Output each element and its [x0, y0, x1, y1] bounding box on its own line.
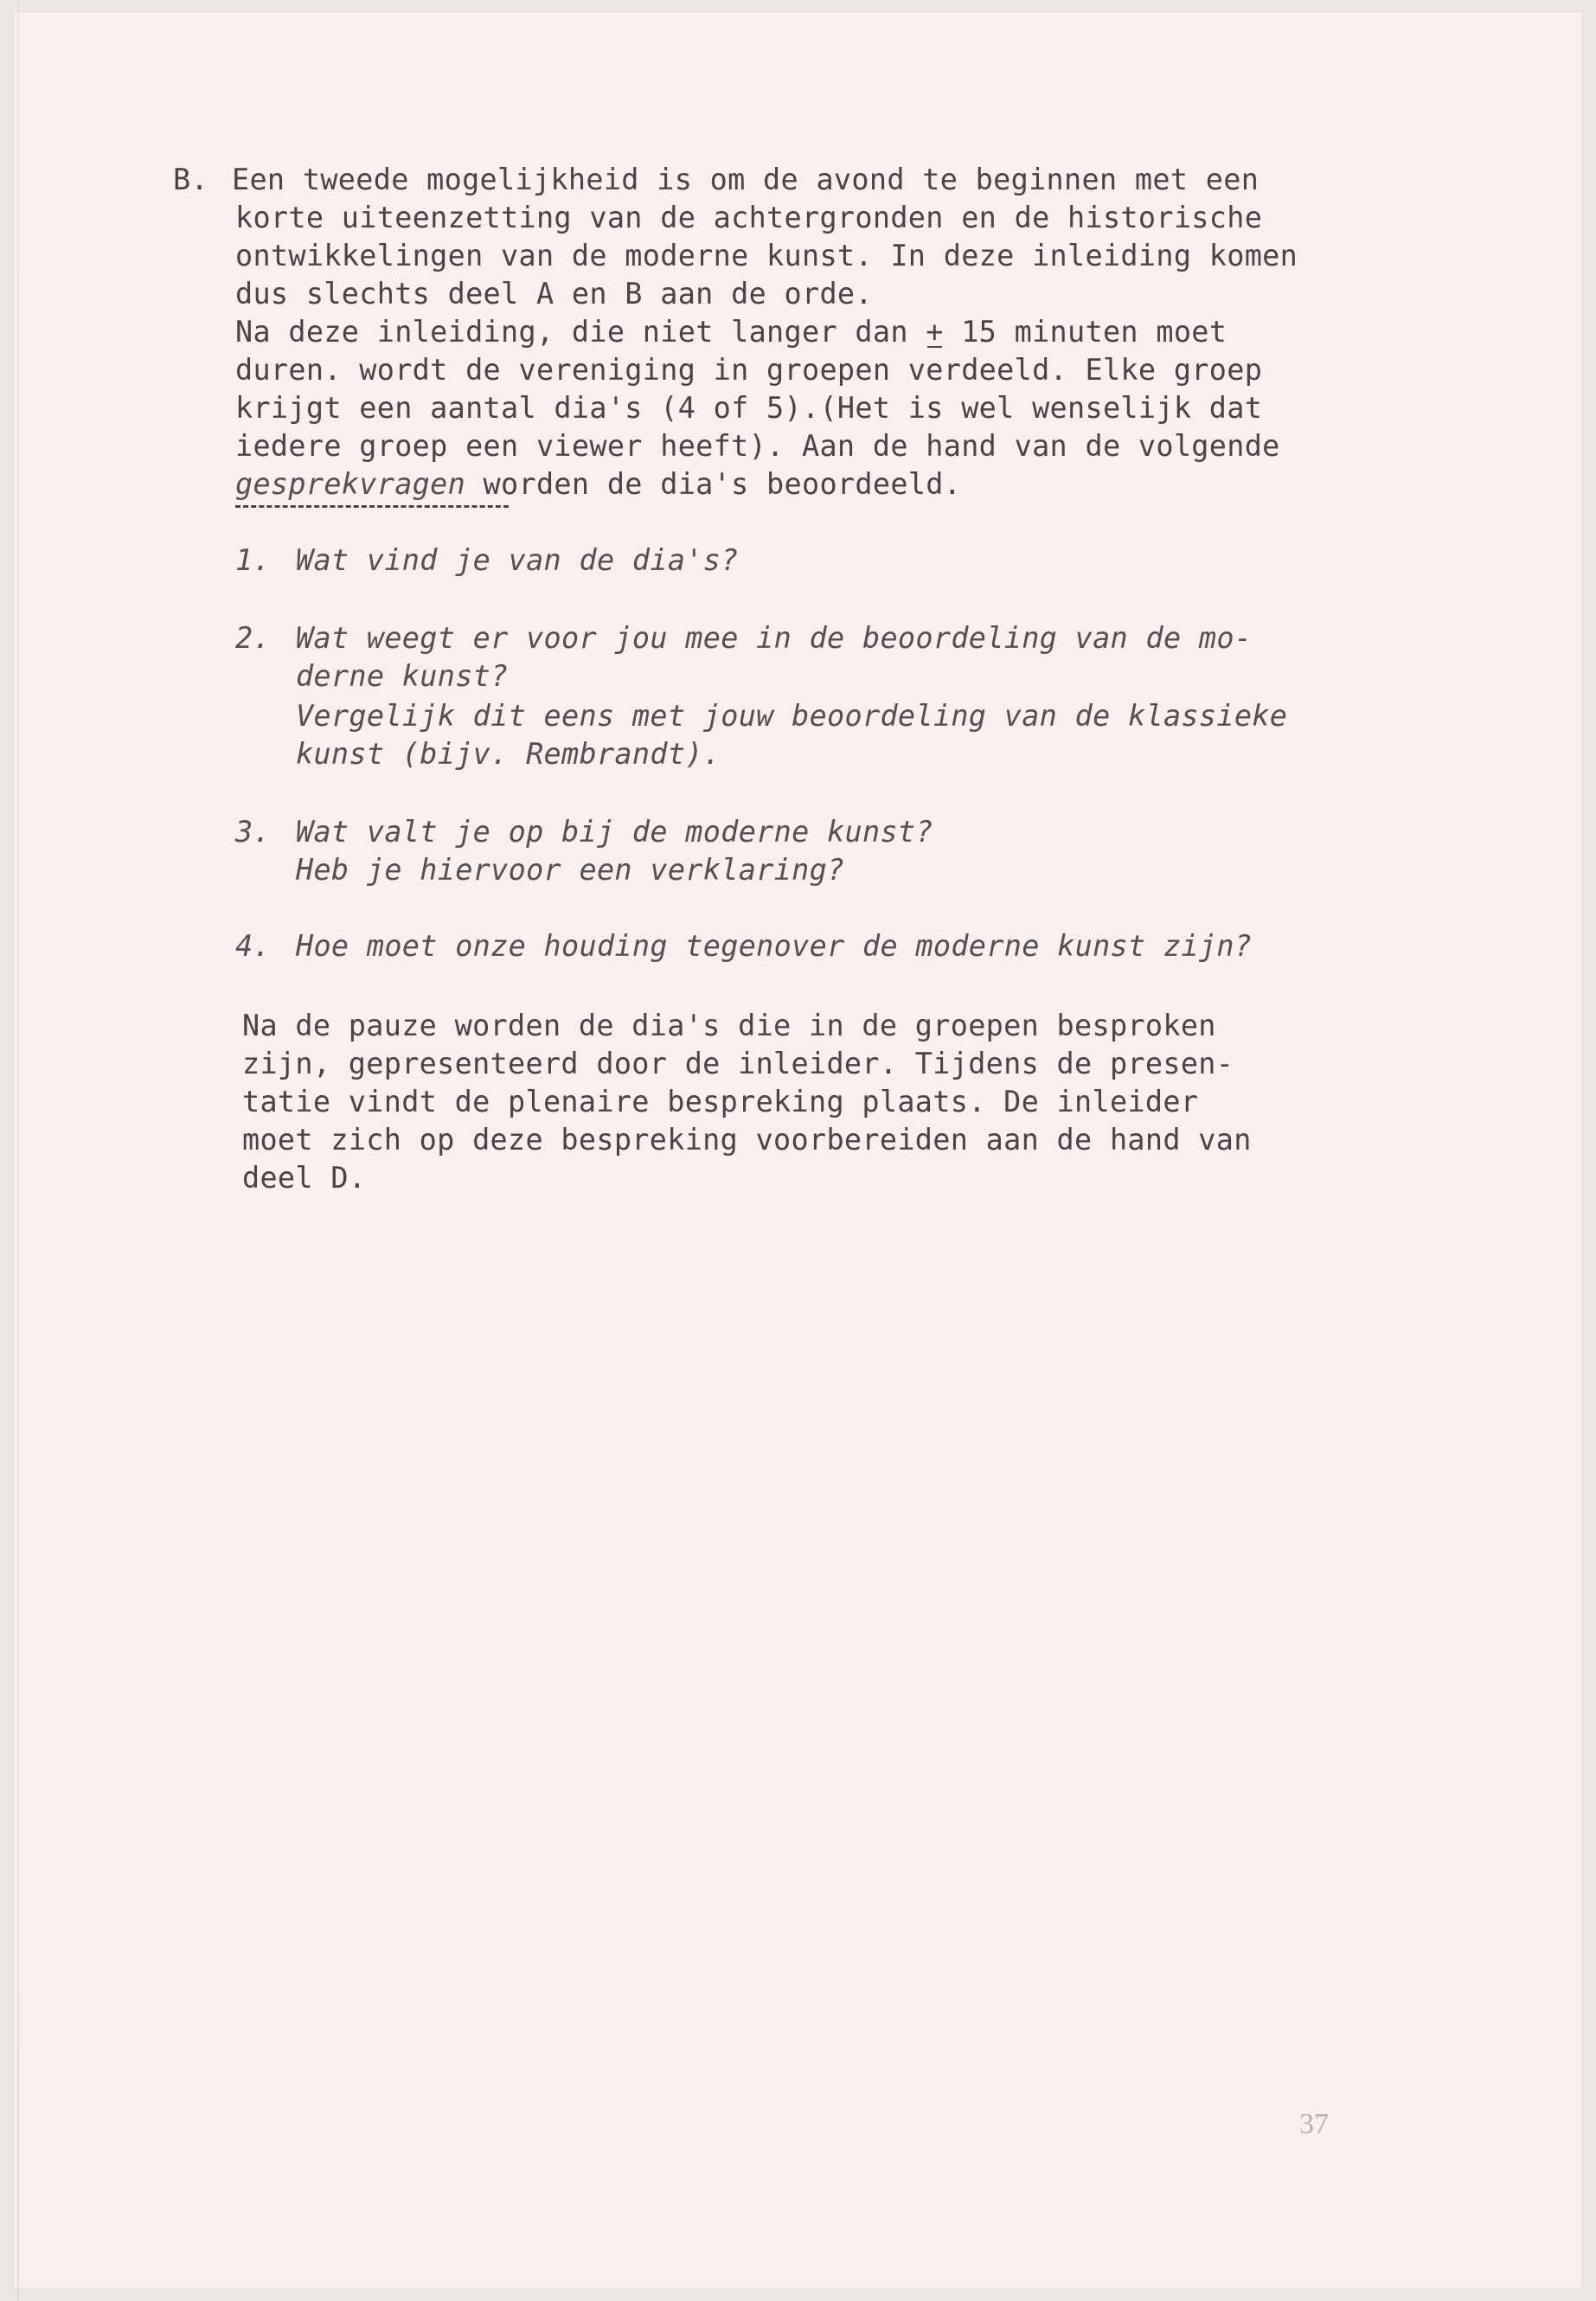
paragraph-line-part: Na deze inleiding, die niet langer dan [235, 315, 926, 349]
question-text: Wat vind je van de dia's? [296, 543, 739, 577]
paragraph-line: krijgt een aantal dia's (4 of 5).(Het is wel wenselijk dat [235, 391, 1263, 425]
paragraph-line: ontwikkelingen van de moderne kunst. In deze inleiding komen [235, 239, 1298, 272]
question-text: Hoe moet onze houding tegenover de moderne kunst zijn? [296, 929, 1253, 963]
paragraph-line-part [944, 315, 961, 349]
question-text: derne kunst? [296, 659, 509, 693]
scan-edge [17, 0, 19, 2301]
paragraph-line: dus slechts deel A en B aan de orde. [235, 277, 873, 311]
paragraph-line: tatie vindt de plenaire bespreking plaats. De inleider [242, 1085, 1199, 1118]
paragraph-line: deel D. [242, 1161, 367, 1195]
paragraph-line-part: worden de dia's beoordeeld. [465, 467, 962, 501]
paragraph-line [235, 313, 1227, 351]
term-underline [235, 505, 509, 508]
question-text: kunst (bijv. Rembrandt). [296, 737, 721, 771]
paragraph-line-part: 15 minuten moet [961, 315, 1227, 349]
paragraph-line: duren. wordt de vereniging in groepen verdeeld. Elke groep [235, 353, 1263, 387]
question-number: 1. [235, 543, 271, 577]
question-number: 2. [235, 621, 271, 655]
question-text: Vergelijk dit eens met jouw beoordeling van de klassieke [296, 699, 1288, 733]
question-number: 4. [235, 929, 271, 963]
paragraph-line: iedere groep een viewer heeft). Aan de hand van de volgende [235, 429, 1280, 463]
question-text: Heb je hiervoor een verklaring? [296, 853, 845, 887]
paragraph-line [235, 465, 961, 503]
section-marker: B. [173, 163, 208, 196]
question-number: 3. [235, 815, 271, 849]
paragraph-line: moet zich op deze bespreking voorbereiden aan de hand van [242, 1123, 1252, 1157]
plus-minus-sign: + [926, 313, 943, 351]
question-text: Wat weegt er voor jou mee in de beoordeling van de mo- [296, 621, 1253, 655]
paragraph-line: korte uiteenzetting van de achtergronden en de historische [235, 201, 1263, 234]
question-text: Wat valt je op bij de moderne kunst? [296, 815, 933, 849]
paragraph-line: Een tweede mogelijkheid is om de avond te beginnen met een [232, 163, 1259, 196]
paragraph-line: zijn, gepresenteerd door de inleider. Tijdens de presen- [242, 1047, 1234, 1080]
paragraph-line: Na de pauze worden de dia's die in de groepen besproken [242, 1009, 1216, 1042]
underlined-term: gesprekvragen [235, 467, 466, 501]
page-number: 37 [1299, 2108, 1329, 2140]
